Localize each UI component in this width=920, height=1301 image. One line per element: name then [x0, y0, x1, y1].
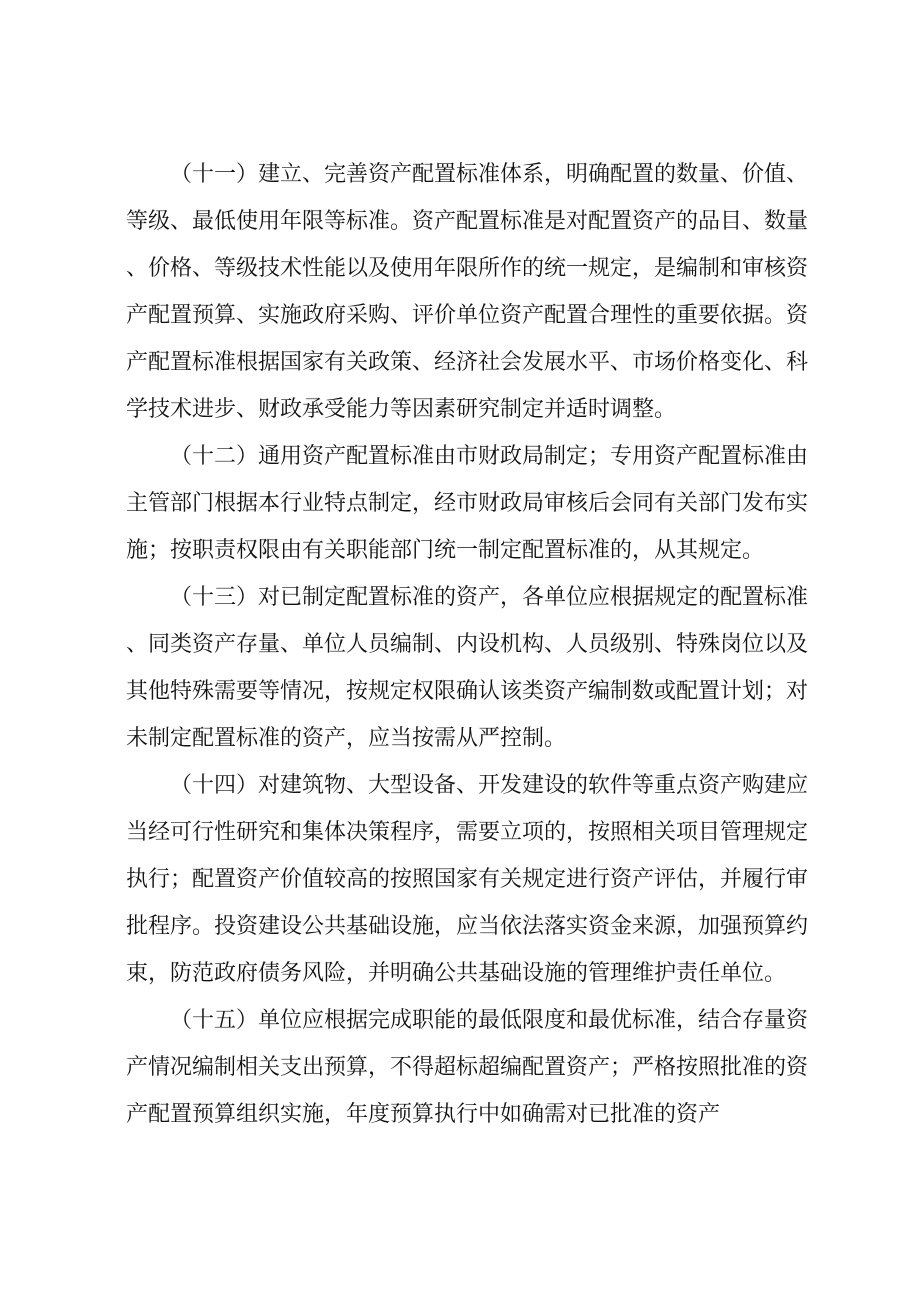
- document-body: [126, 151, 808, 1138]
- paragraph-11: （十一）建立、完善资产配置标准体系，明确配置的数量、价值、等级、最低使用年限等标准。资产配置标准是对配置资产的品目、数量、价格、等级技术性能以及使用年限所作的统一规定，是编制和审核资产配置预算、实施政府采购、评价单位资产配置合理性的重要依据。资产配置标准根据国家有关政策、经济社会发展水平、市场价格变化、科学技术进步、财政承受能力等因素研究制定并适时调整。: [126, 162, 809, 422]
- paragraph-14: （十四）对建筑物、大型设备、开发建设的软件等重点资产购建应当经可行性研究和集体决策程序，需要立项的，按照相关项目管理规定执行；配置资产价值较高的按照国家有关规定进行资产评估，并履行审批程序。投资建设公共基础设施，应当依法落实资金来源，加强预算约束，防范政府债务风险，并明确公共基础设施的管理维护责任单位。: [126, 773, 809, 986]
- paragraph-13: （十三）对已制定配置标准的资产，各单位应根据规定的配置标准、同类资产存量、单位人员编制、内设机构、人员级别、特殊岗位以及其他特殊需要等情况，按规定权限确认该类资产编制数或配置计划；对未制定配置标准的资产，应当按需从严控制。: [126, 585, 809, 751]
- paragraph-12: （十二）通用资产配置标准由市财政局制定；专用资产配置标准由主管部门根据本行业特点制定，经市财政局审核后会同有关部门发布实施；按职责权限由有关职能部门统一制定配置标准的，从其规定。: [126, 444, 809, 563]
- paragraph-15: （十五）单位应根据完成职能的最低限度和最优标准，结合存量资产情况编制相关支出预算，不得超标超编配置资产；严格按照批准的资产配置预算组织实施，年度预算执行中如确需对已批准的资产: [126, 1008, 809, 1127]
